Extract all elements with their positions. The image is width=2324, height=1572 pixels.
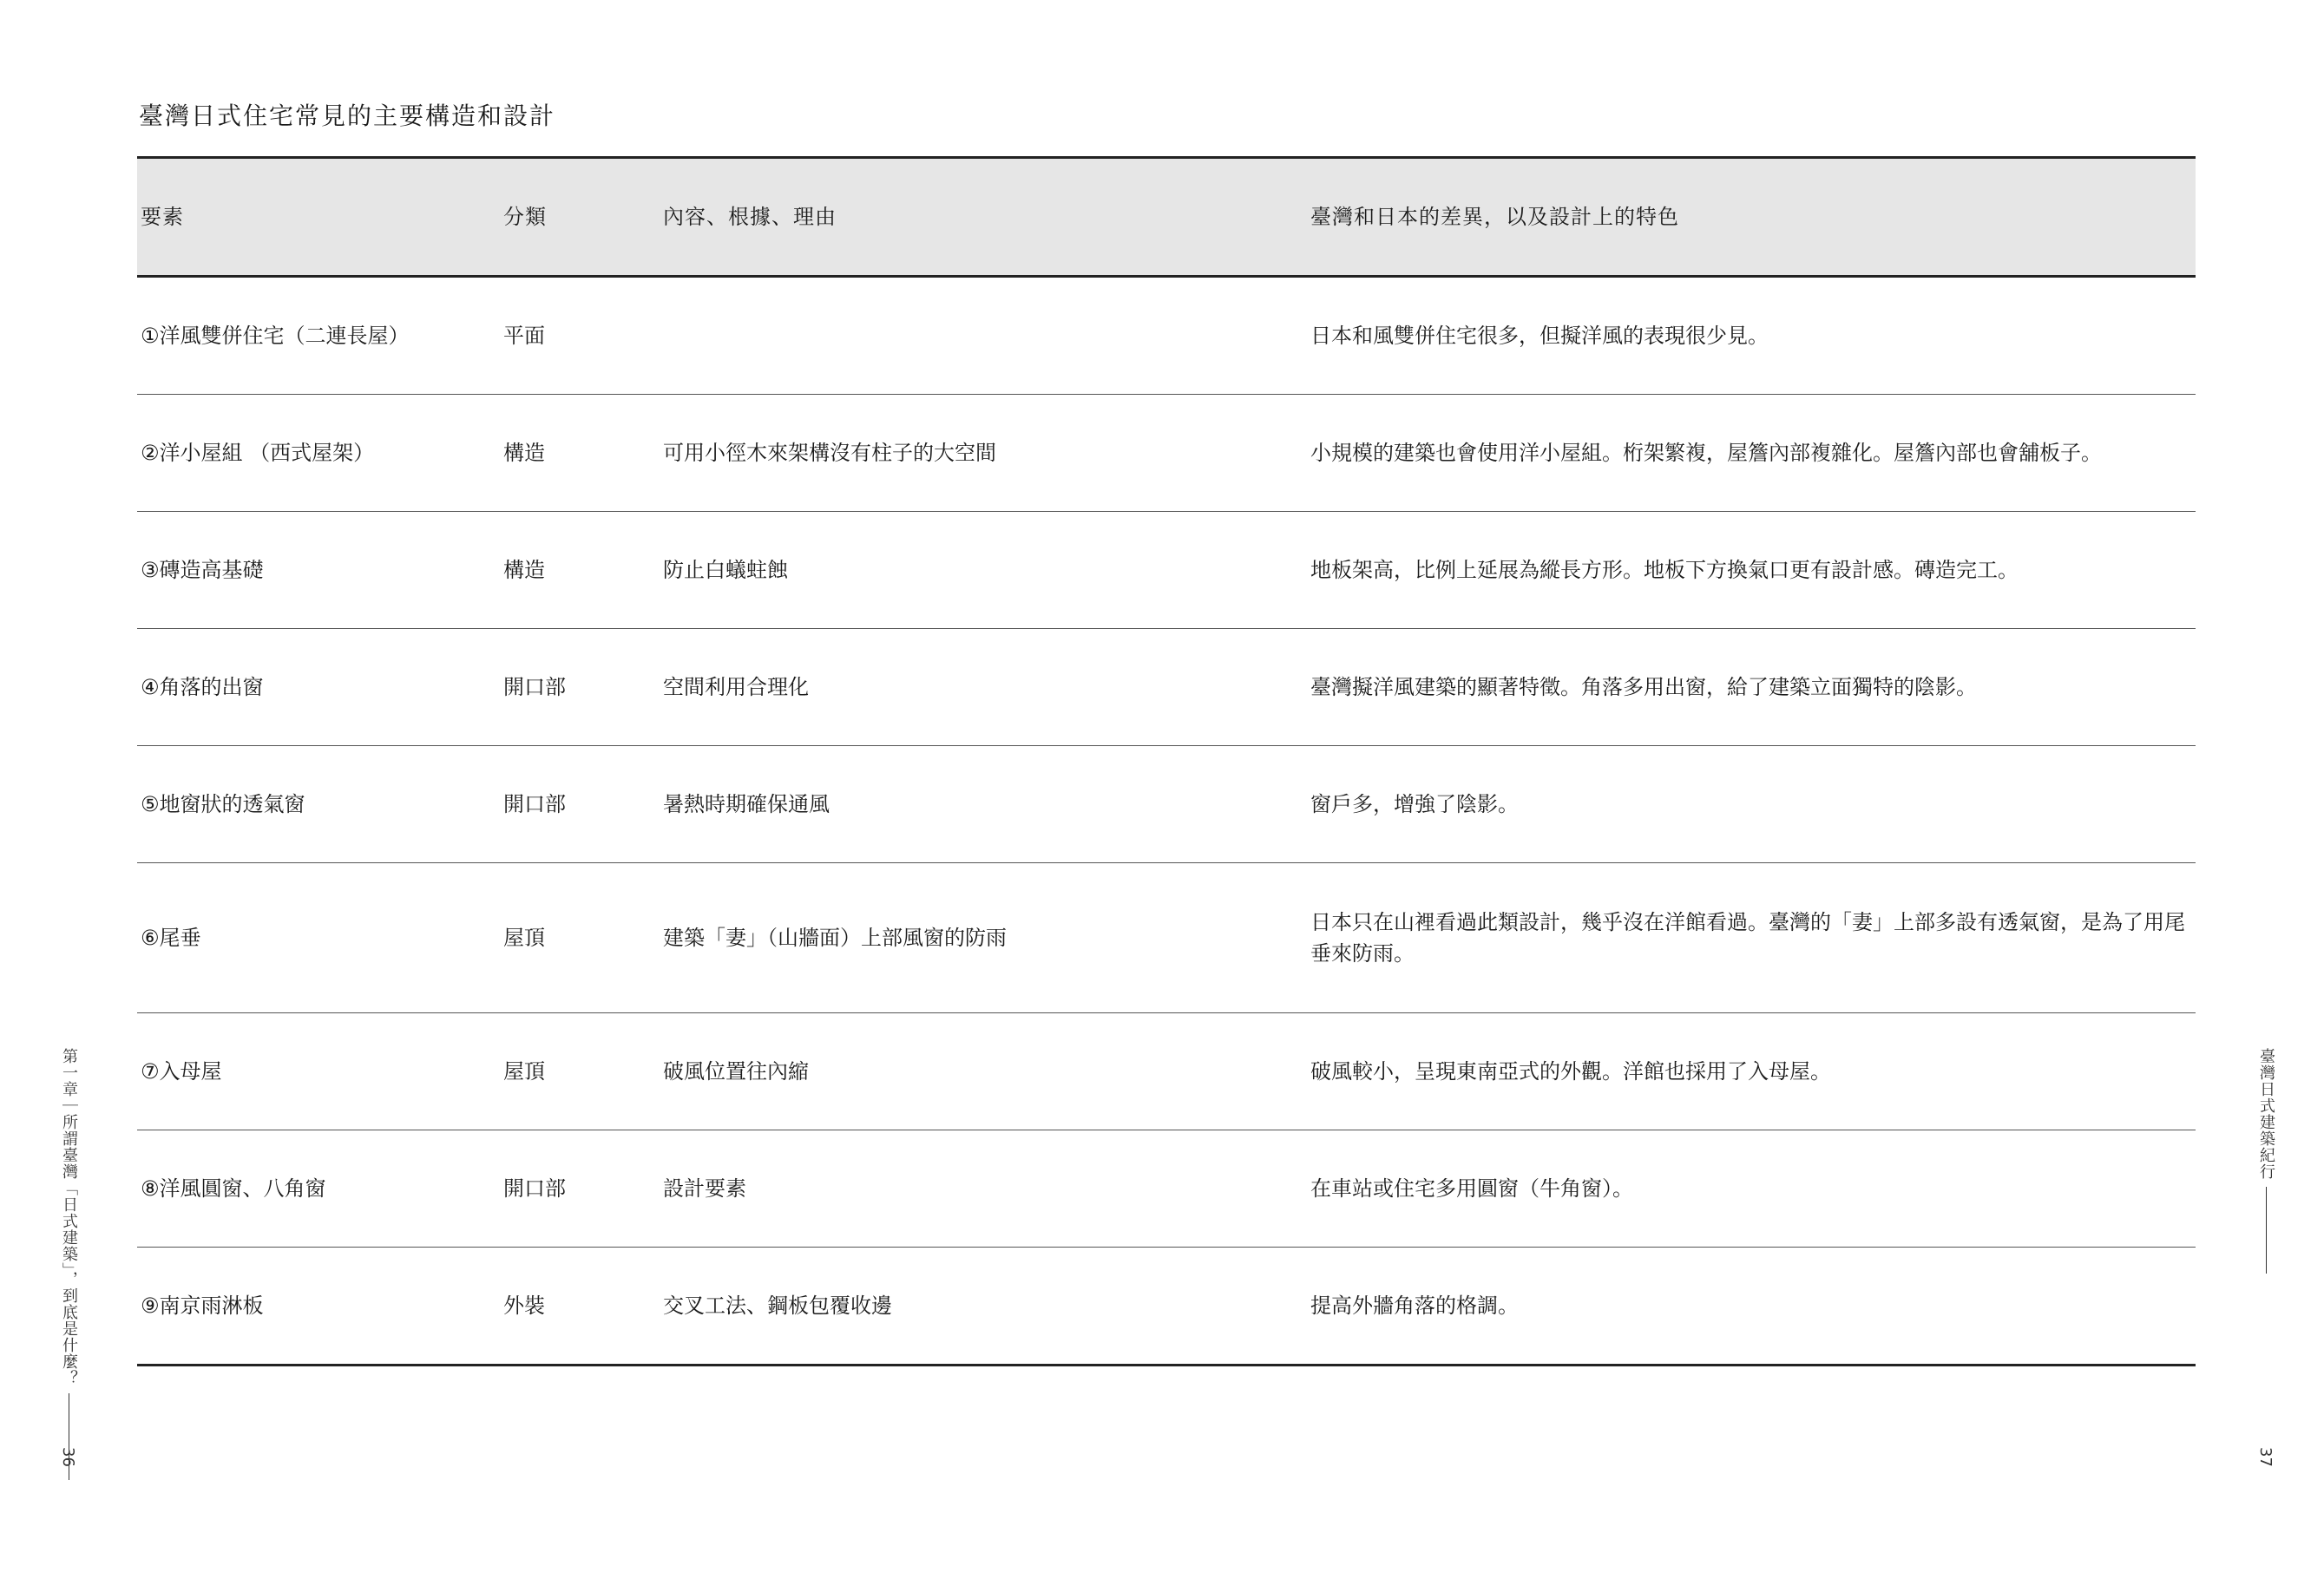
structure-design-table bbox=[137, 156, 2196, 1366]
right-running-header bbox=[2255, 1048, 2277, 1281]
header-content: 內容、根據、理由 bbox=[663, 205, 837, 229]
left-page-number: 36 bbox=[59, 1447, 77, 1467]
table-row bbox=[137, 395, 2196, 512]
table-row bbox=[137, 746, 2196, 863]
cell-category: 平面 bbox=[503, 324, 545, 348]
cell-category: 開口部 bbox=[503, 1176, 566, 1201]
cell-feature: 窗戶多，增強了陰影。 bbox=[1310, 792, 1519, 816]
header-feature: 臺灣和日本的差異，以及設計上的特色 bbox=[1310, 205, 1679, 229]
cell-content: 防止白蟻蛀蝕 bbox=[663, 558, 788, 582]
cell-feature: 小規模的建築也會使用洋小屋組。桁架繁複，屋簷內部複雜化。屋簷內部也會舖板子。 bbox=[1310, 441, 2102, 465]
cell-content: 破風位置往內縮 bbox=[663, 1059, 809, 1084]
cell-content: 建築「妻」（山牆面）上部風窗的防雨 bbox=[663, 926, 1007, 950]
header-element: 要素 bbox=[141, 205, 184, 229]
cell-category: 屋頂 bbox=[503, 1059, 545, 1084]
cell-category: 外裝 bbox=[503, 1294, 545, 1318]
cell-content: 暑熱時期確保通風 bbox=[663, 792, 830, 816]
cell-element: ⑤地窗狀的透氣窗 bbox=[141, 792, 305, 816]
cell-element: ①洋風雙併住宅（二連長屋） bbox=[141, 324, 410, 348]
table-header bbox=[137, 159, 2196, 278]
cell-feature: 地板架高，比例上延展為縱長方形。地板下方換氣口更有設計感。磚造完工。 bbox=[1310, 558, 2019, 582]
cell-category: 開口部 bbox=[503, 675, 566, 699]
cell-content: 交叉工法、鋼板包覆收邊 bbox=[663, 1294, 892, 1318]
table-row bbox=[137, 278, 2196, 395]
cell-feature: 日本只在山裡看過此類設計，幾乎沒在洋館看過。臺灣的「妻」上部多設有透氣窗，是為了用尾垂來防雨。 bbox=[1310, 910, 2185, 966]
cell-content bbox=[663, 278, 1297, 394]
cell-element: ⑥尾垂 bbox=[141, 926, 201, 950]
cell-feature: 在車站或住宅多用圓窗（牛角窗）。 bbox=[1310, 1176, 1633, 1201]
cell-element: ⑨南京雨淋板 bbox=[141, 1294, 264, 1318]
cell-element: ③磚造高基礎 bbox=[141, 558, 264, 582]
cell-element: ②洋小屋組 （西式屋架） bbox=[141, 441, 375, 465]
page-title: 臺灣日式住宅常見的主要構造和設計 bbox=[139, 102, 556, 130]
cell-feature: 提高外牆角落的格調。 bbox=[1310, 1294, 1519, 1318]
cell-element: ④角落的出窗 bbox=[141, 675, 264, 699]
left-chapter-title: 第一章｜所謂臺灣「日式建築」，到底是什麼？ bbox=[60, 1048, 78, 1386]
cell-category: 屋頂 bbox=[503, 926, 545, 950]
header-category: 分類 bbox=[503, 205, 547, 229]
table-row bbox=[137, 863, 2196, 1013]
right-page-number: 37 bbox=[2256, 1447, 2275, 1467]
cell-content: 空間利用合理化 bbox=[663, 675, 809, 699]
cell-element: ⑧洋風圓窗、八角窗 bbox=[141, 1176, 326, 1201]
table-row bbox=[137, 629, 2196, 746]
cell-content: 設計要素 bbox=[663, 1176, 746, 1201]
left-running-header bbox=[57, 1048, 80, 1487]
cell-element: ⑦入母屋 bbox=[141, 1059, 222, 1084]
cell-category: 開口部 bbox=[503, 792, 566, 816]
table-row bbox=[137, 1130, 2196, 1248]
table-row bbox=[137, 1013, 2196, 1130]
cell-feature: 破風較小，呈現東南亞式的外觀。洋館也採用了入母屋。 bbox=[1310, 1059, 1831, 1084]
cell-category: 構造 bbox=[503, 441, 545, 465]
right-rule bbox=[2266, 1187, 2267, 1274]
table-row bbox=[137, 1248, 2196, 1366]
right-book-title: 臺灣日式建築紀行 bbox=[2257, 1048, 2275, 1180]
cell-feature: 日本和風雙併住宅很多，但擬洋風的表現很少見。 bbox=[1310, 324, 1769, 348]
cell-content: 可用小徑木來架構沒有柱子的大空間 bbox=[663, 441, 996, 465]
cell-category: 構造 bbox=[503, 558, 545, 582]
table-row bbox=[137, 512, 2196, 629]
cell-feature: 臺灣擬洋風建築的顯著特徵。角落多用出窗，給了建築立面獨特的陰影。 bbox=[1310, 675, 1977, 699]
